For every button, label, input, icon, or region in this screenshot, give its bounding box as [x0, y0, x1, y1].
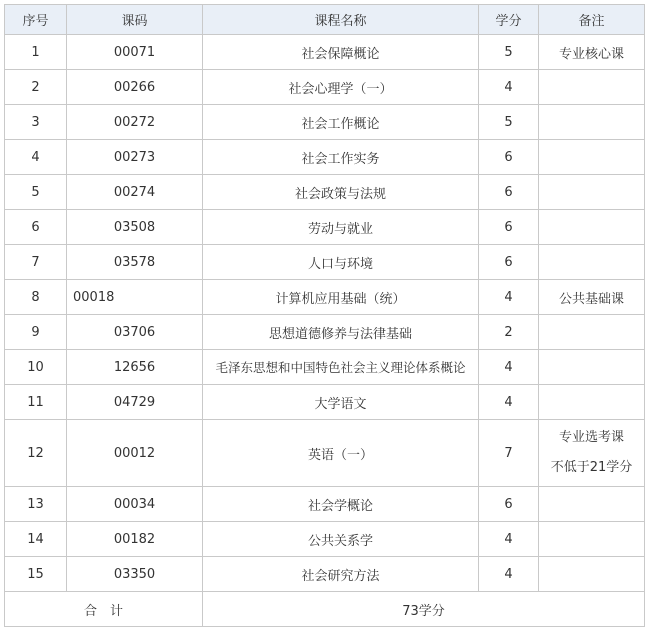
- header-credits: 学分: [479, 5, 539, 35]
- cell-credits: 7: [479, 420, 539, 487]
- total-value: 73学分: [203, 592, 645, 627]
- cell-name: 英语（一）: [203, 420, 479, 487]
- cell-name: 社会研究方法: [203, 557, 479, 592]
- cell-name: 劳动与就业: [203, 210, 479, 245]
- total-row: [5, 592, 645, 627]
- cell-code: 00272: [67, 105, 203, 140]
- cell-code: 00182: [67, 522, 203, 557]
- cell-note: [539, 350, 645, 385]
- cell-index: 2: [5, 70, 67, 105]
- cell-code: 00273: [67, 140, 203, 175]
- table-row: [5, 140, 645, 175]
- table-row: [5, 420, 645, 487]
- cell-note: [539, 70, 645, 105]
- cell-code: 00012: [67, 420, 203, 487]
- cell-code: 03350: [67, 557, 203, 592]
- cell-code: 03508: [67, 210, 203, 245]
- cell-name: 社会保障概论: [203, 35, 479, 70]
- cell-index: 11: [5, 385, 67, 420]
- cell-note: [539, 175, 645, 210]
- cell-code: 00034: [67, 487, 203, 522]
- cell-index: 1: [5, 35, 67, 70]
- table-row: [5, 70, 645, 105]
- header-index: 序号: [5, 5, 67, 35]
- cell-name: 社会工作概论: [203, 105, 479, 140]
- note-line-2: 不低于21学分: [550, 460, 633, 475]
- total-label: 合 计: [5, 592, 203, 627]
- cell-code: 00274: [67, 175, 203, 210]
- cell-note: [539, 522, 645, 557]
- cell-code: 00071: [67, 35, 203, 70]
- cell-name: 社会心理学（一）: [203, 70, 479, 105]
- cell-note: [539, 315, 645, 350]
- table-row: [5, 245, 645, 280]
- cell-credits: 4: [479, 557, 539, 592]
- table-row: [5, 280, 645, 315]
- cell-credits: 5: [479, 105, 539, 140]
- cell-name: 毛泽东思想和中国特色社会主义理论体系概论: [203, 350, 479, 385]
- table-row: [5, 175, 645, 210]
- cell-credits: 6: [479, 175, 539, 210]
- cell-index: 4: [5, 140, 67, 175]
- cell-name: 大学语文: [203, 385, 479, 420]
- table-row: [5, 350, 645, 385]
- cell-note: [539, 105, 645, 140]
- cell-index: 9: [5, 315, 67, 350]
- cell-index: 7: [5, 245, 67, 280]
- cell-code: 04729: [67, 385, 203, 420]
- cell-credits: 4: [479, 280, 539, 315]
- cell-credits: 4: [479, 70, 539, 105]
- cell-note: [539, 245, 645, 280]
- table-row: [5, 105, 645, 140]
- table-row: [5, 210, 645, 245]
- cell-credits: 6: [479, 245, 539, 280]
- cell-name: 公共关系学: [203, 522, 479, 557]
- cell-note: [539, 140, 645, 175]
- cell-note: 专业核心课: [539, 35, 645, 70]
- cell-code: 12656: [67, 350, 203, 385]
- table-header-row: [5, 5, 645, 35]
- cell-credits: 4: [479, 385, 539, 420]
- cell-note: [539, 487, 645, 522]
- cell-credits: 6: [479, 210, 539, 245]
- cell-credits: 4: [479, 350, 539, 385]
- cell-code: 03578: [67, 245, 203, 280]
- cell-credits: 6: [479, 140, 539, 175]
- cell-credits: 6: [479, 487, 539, 522]
- cell-code: 03706: [67, 315, 203, 350]
- cell-note: 公共基础课: [539, 280, 645, 315]
- cell-code: 00266: [67, 70, 203, 105]
- table-row: [5, 487, 645, 522]
- cell-note: [539, 210, 645, 245]
- cell-name: 人口与环境: [203, 245, 479, 280]
- table-row: [5, 385, 645, 420]
- note-line-1: 专业选考课: [558, 430, 624, 445]
- cell-index: 10: [5, 350, 67, 385]
- cell-name: 社会政策与法规: [203, 175, 479, 210]
- cell-index: 6: [5, 210, 67, 245]
- cell-index: 13: [5, 487, 67, 522]
- cell-name: 社会工作实务: [203, 140, 479, 175]
- cell-name: 思想道德修养与法律基础: [203, 315, 479, 350]
- cell-index: 15: [5, 557, 67, 592]
- table-row: [5, 35, 645, 70]
- header-code: 课码: [67, 5, 203, 35]
- cell-name: 社会学概论: [203, 487, 479, 522]
- cell-index: 12: [5, 420, 67, 487]
- cell-credits: 4: [479, 522, 539, 557]
- cell-credits: 2: [479, 315, 539, 350]
- cell-name: 计算机应用基础（统）: [203, 280, 479, 315]
- table-row: [5, 557, 645, 592]
- cell-note: [539, 385, 645, 420]
- cell-index: 3: [5, 105, 67, 140]
- cell-note: [539, 557, 645, 592]
- header-name: 课程名称: [203, 5, 479, 35]
- cell-code: 00018: [67, 280, 203, 315]
- cell-credits: 5: [479, 35, 539, 70]
- header-note: 备注: [539, 5, 645, 35]
- table-row: [5, 522, 645, 557]
- cell-note: [539, 420, 645, 487]
- cell-index: 5: [5, 175, 67, 210]
- table-row: [5, 315, 645, 350]
- cell-index: 8: [5, 280, 67, 315]
- course-table: [4, 4, 645, 627]
- cell-index: 14: [5, 522, 67, 557]
